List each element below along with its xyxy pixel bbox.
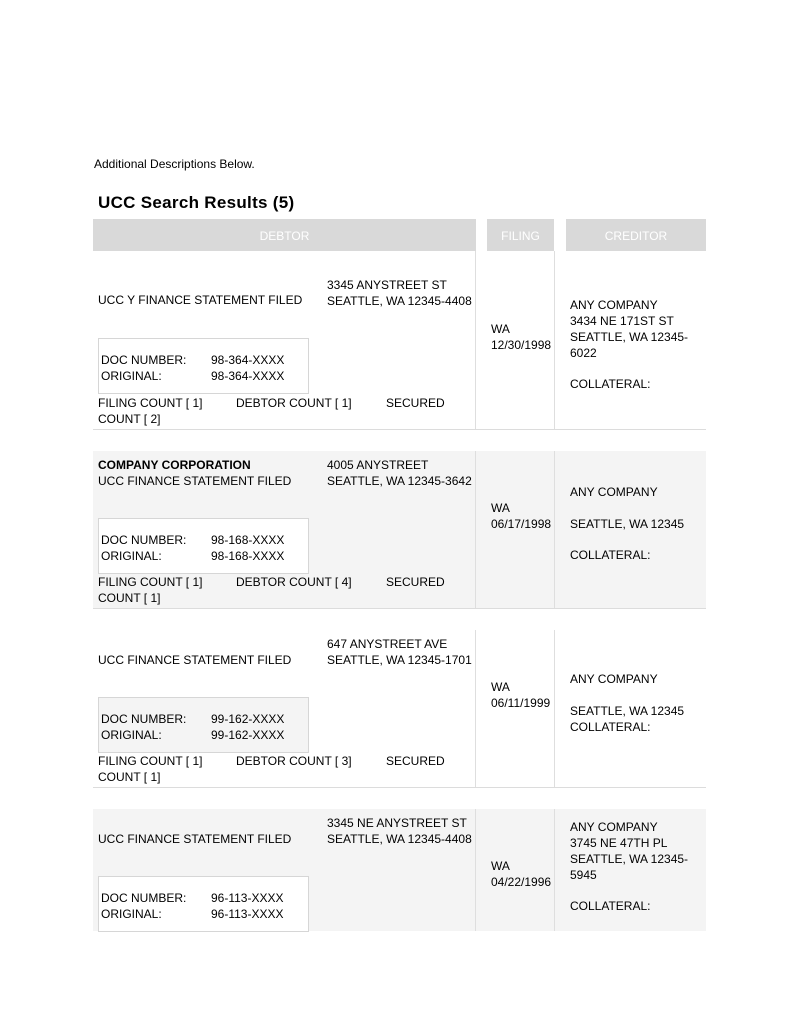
debtor-address-line1: 647 ANYSTREET AVE xyxy=(327,637,448,651)
doc-number-box xyxy=(98,338,309,394)
doc-number-box xyxy=(98,697,309,753)
filing-state: WA xyxy=(491,322,510,336)
original-label: ORIGINAL: xyxy=(101,907,162,921)
doc-number: 98-364-XXXX xyxy=(211,353,285,367)
original-label: ORIGINAL: xyxy=(101,369,162,383)
filing-count: FILING COUNT [ 1] xyxy=(98,754,203,768)
debtor-count: DEBTOR COUNT [ 4] xyxy=(236,575,352,589)
original-number: 99-162-XXXX xyxy=(211,728,285,742)
ucc-record xyxy=(93,451,706,608)
filing-state: WA xyxy=(491,501,510,515)
column-header-debtor: DEBTOR xyxy=(93,219,476,251)
filing-state: WA xyxy=(491,859,510,873)
original-number: 96-113-XXXX xyxy=(211,907,284,921)
collateral-label: COLLATERAL: xyxy=(570,899,651,913)
creditor-zip: 6022 xyxy=(570,346,597,360)
ucc-record xyxy=(93,251,706,429)
ucc-record xyxy=(93,809,706,931)
column-divider xyxy=(475,630,476,787)
secured-count: COUNT [ 2] xyxy=(98,412,161,426)
filing-date: 04/22/1996 xyxy=(491,875,552,889)
secured-label: SECURED xyxy=(386,754,445,768)
secured-count: COUNT [ 1] xyxy=(98,770,161,784)
record-separator xyxy=(93,429,706,430)
debtor-address-line1: 3345 ANYSTREET ST xyxy=(327,278,447,292)
debtor-name: COMPANY CORPORATION xyxy=(98,458,251,472)
column-divider xyxy=(554,451,555,608)
creditor-name: ANY COMPANY xyxy=(570,298,658,312)
filing-type: UCC FINANCE STATEMENT FILED xyxy=(98,653,292,667)
filing-date: 06/11/1999 xyxy=(491,696,551,710)
secured-count: COUNT [ 1] xyxy=(98,591,161,605)
intro-text: Additional Descriptions Below. xyxy=(94,157,255,171)
secured-label: SECURED xyxy=(386,575,445,589)
column-divider xyxy=(475,251,476,429)
creditor-address: 3434 NE 171ST ST xyxy=(570,314,674,328)
creditor-city: SEATTLE, WA 12345- xyxy=(570,852,689,866)
original-number: 98-364-XXXX xyxy=(211,369,285,383)
creditor-city: SEATTLE, WA 12345 xyxy=(570,517,685,531)
doc-number: 99-162-XXXX xyxy=(211,712,285,726)
creditor-zip: 5945 xyxy=(570,868,597,882)
column-divider xyxy=(475,451,476,608)
column-header-creditor: CREDITOR xyxy=(566,219,706,251)
doc-number-box xyxy=(98,518,309,574)
column-divider xyxy=(475,809,476,931)
record-separator xyxy=(93,608,706,609)
doc-number-label: DOC NUMBER: xyxy=(101,712,187,726)
doc-number-label: DOC NUMBER: xyxy=(101,533,187,547)
debtor-address-line2: SEATTLE, WA 12345-4408 xyxy=(327,832,472,846)
original-label: ORIGINAL: xyxy=(101,728,162,742)
creditor-name: ANY COMPANY xyxy=(570,820,658,834)
debtor-address-line1: 4005 ANYSTREET xyxy=(327,458,429,472)
filing-date: 12/30/1998 xyxy=(491,338,552,352)
record-separator xyxy=(93,787,706,788)
debtor-address-line2: SEATTLE, WA 12345-1701 xyxy=(327,653,472,667)
original-number: 98-168-XXXX xyxy=(211,549,285,563)
secured-label: SECURED xyxy=(386,396,445,410)
column-divider xyxy=(554,630,555,787)
debtor-address-line2: SEATTLE, WA 12345-3642 xyxy=(327,474,472,488)
creditor-name: ANY COMPANY xyxy=(570,485,658,499)
filing-type: UCC FINANCE STATEMENT FILED xyxy=(98,474,292,488)
debtor-address-line2: SEATTLE, WA 12345-4408 xyxy=(327,294,472,308)
filing-type: UCC Y FINANCE STATEMENT FILED xyxy=(98,293,303,307)
collateral-label: COLLATERAL: xyxy=(570,720,651,734)
creditor-address: 3745 NE 47TH PL xyxy=(570,836,668,850)
column-divider xyxy=(554,809,555,931)
collateral-label: COLLATERAL: xyxy=(570,548,651,562)
filing-state: WA xyxy=(491,680,510,694)
debtor-count: DEBTOR COUNT [ 3] xyxy=(236,754,352,768)
debtor-address-line1: 3345 NE ANYSTREET ST xyxy=(327,816,467,830)
filing-count: FILING COUNT [ 1] xyxy=(98,396,203,410)
doc-number-label: DOC NUMBER: xyxy=(101,891,187,905)
filing-date: 06/17/1998 xyxy=(491,517,552,531)
doc-number-box xyxy=(98,876,309,932)
page-title: UCC Search Results (5) xyxy=(98,193,295,212)
debtor-count: DEBTOR COUNT [ 1] xyxy=(236,396,352,410)
column-header-filing: FILING xyxy=(487,219,554,251)
doc-number-label: DOC NUMBER: xyxy=(101,353,187,367)
doc-number: 96-113-XXXX xyxy=(211,891,284,905)
collateral-label: COLLATERAL: xyxy=(570,377,651,391)
doc-number: 98-168-XXXX xyxy=(211,533,285,547)
ucc-record xyxy=(93,630,706,787)
filing-count: FILING COUNT [ 1] xyxy=(98,575,203,589)
creditor-city: SEATTLE, WA 12345- xyxy=(570,330,689,344)
column-divider xyxy=(554,251,555,429)
creditor-name: ANY COMPANY xyxy=(570,672,658,686)
filing-type: UCC FINANCE STATEMENT FILED xyxy=(98,832,292,846)
creditor-city: SEATTLE, WA 12345 xyxy=(570,704,685,718)
original-label: ORIGINAL: xyxy=(101,549,162,563)
